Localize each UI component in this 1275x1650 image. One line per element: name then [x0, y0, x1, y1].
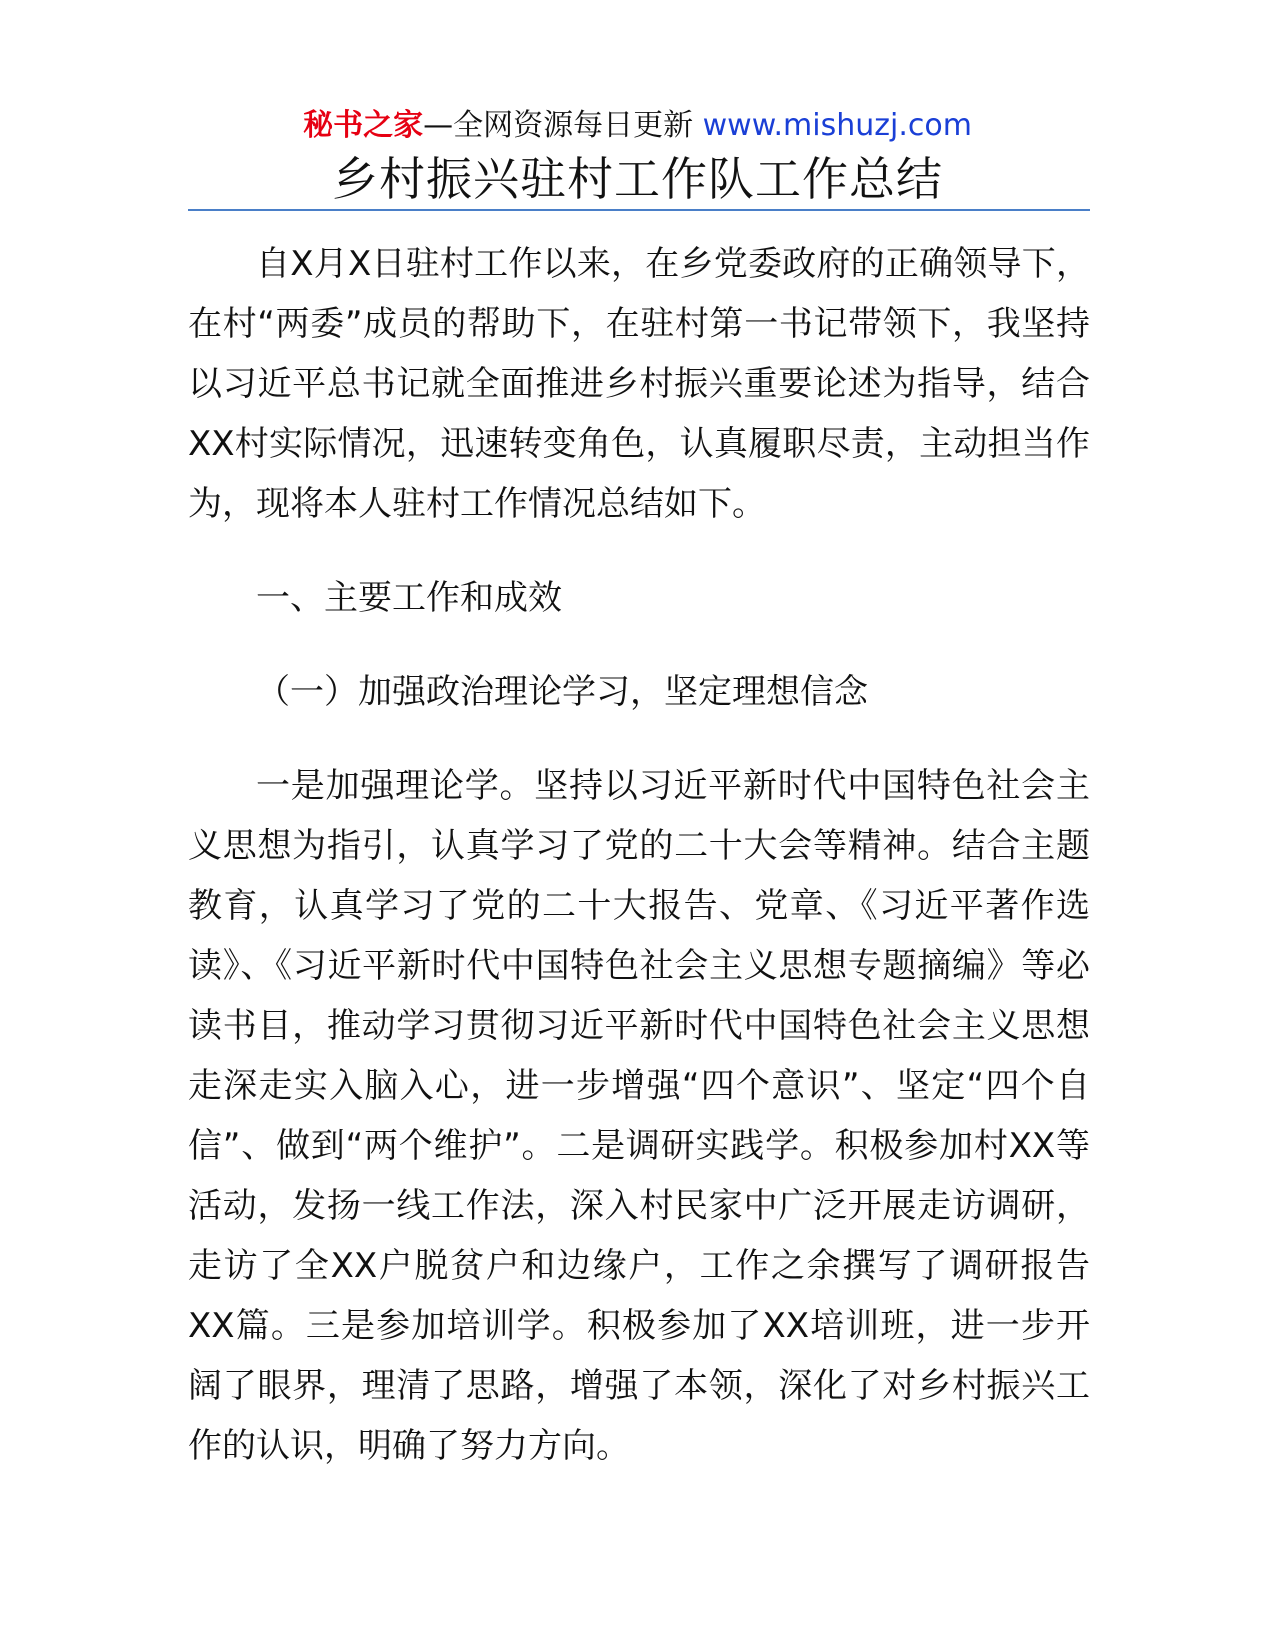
site-url-link[interactable]: www.mishuzj.com — [702, 108, 972, 143]
site-header — [0, 106, 1275, 146]
brand-name: 秘书之家 — [303, 108, 424, 143]
subsection-heading: （一）加强政治理论学习，坚定理想信念 — [256, 672, 868, 712]
document-body — [188, 234, 1090, 1476]
document-title: 乡村振兴驻村工作队工作总结 — [332, 152, 943, 206]
subsection-paragraph: 一是加强理论学。坚持以习近平新时代中国特色社会主义思想为指引，认真学习了党的二十大会等精神。结合主题教育，认真学习了党的二十大报告、党章、《习近平著作选读》、《习近平新时代中国特色社会主义思想专题摘编》等必读书目，推动学习贯彻习近平新时代中国特色社会主义思想走深走实入脑入心，进一步增强“四个意识”、坚定“四个自信”、做到“两个维护”。二是调研实践学。积极参加村XX等活动，发扬一线工作法，深入村民家中广泛开展走访调研，走访了全XX户脱贫户和边缘户，工作之余撰写了调研报告XX篇。三是参加培训学。积极参加了XX培训班，进一步开阔了眼界，理清了思路，增强了本领，深化了对乡村振兴工作的认识，明确了努力方向。 — [188, 766, 1090, 1466]
header-tagline: —全网资源每日更新 — [423, 108, 703, 143]
intro-paragraph: 自X月X日驻村工作以来，在乡党委政府的正确领导下，在村“两委”成员的帮助下，在驻村第一书记带领下，我坚持以习近平总书记就全面推进乡村振兴重要论述为指导，结合XX村实际情况，迅速转变角色，认真履职尽责，主动担当作为，现将本人驻村工作情况总结如下。 — [188, 244, 1090, 524]
section-heading: 一、主要工作和成效 — [256, 578, 562, 618]
title-divider — [188, 209, 1090, 211]
